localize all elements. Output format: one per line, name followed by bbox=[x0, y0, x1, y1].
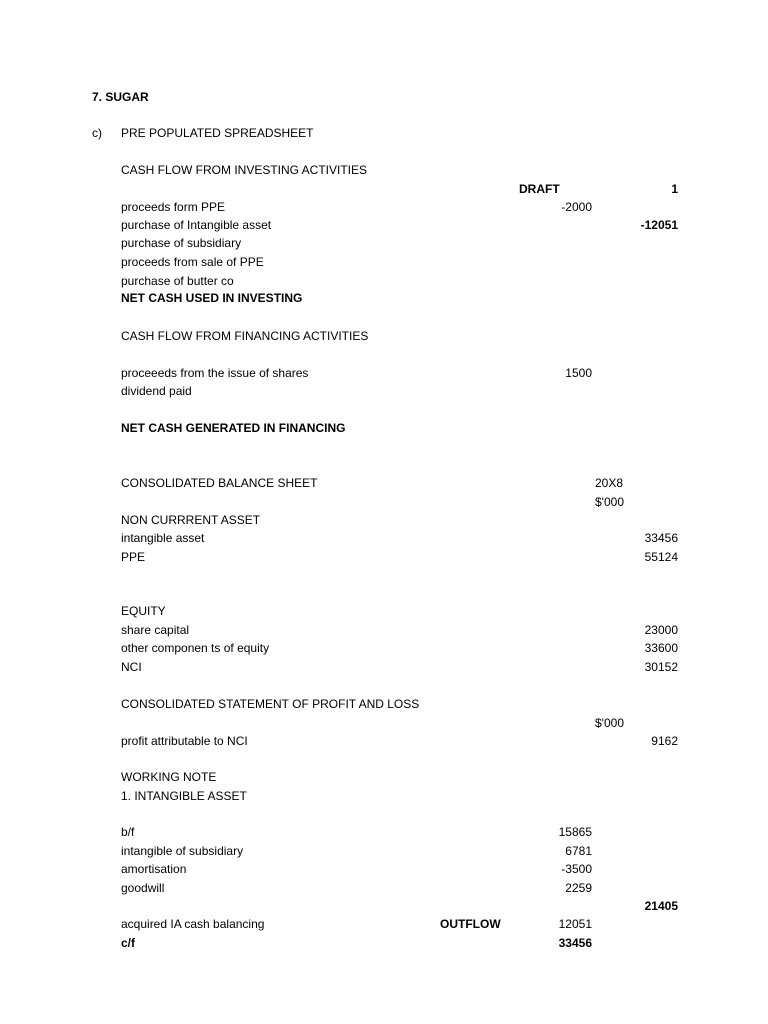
equity-title: EQUITY bbox=[121, 604, 166, 618]
working-note-subtotal: 21405 bbox=[644, 899, 678, 913]
investing-net-label: NET CASH USED IN INVESTING bbox=[121, 291, 303, 305]
working-note-row-value: 6781 bbox=[565, 844, 592, 858]
equity-row-label: share capital bbox=[121, 623, 190, 637]
financing-row-label: dividend paid bbox=[121, 384, 192, 398]
page-heading: 7. SUGAR bbox=[92, 90, 149, 104]
financing-net-label: NET CASH GENERATED IN FINANCING bbox=[121, 421, 346, 435]
investing-row-label: proceeds from sale of PPE bbox=[121, 255, 264, 269]
profit-loss-title: CONSOLIDATED STATEMENT OF PROFIT AND LOSS bbox=[121, 697, 420, 711]
working-note-row-value: -3500 bbox=[561, 862, 592, 876]
financing-title: CASH FLOW FROM FINANCING ACTIVITIES bbox=[121, 329, 369, 343]
investing-row-label: purchase of butter co bbox=[121, 274, 234, 288]
equity-row-value: 23000 bbox=[644, 623, 678, 637]
draft-label: DRAFT bbox=[519, 182, 560, 196]
working-note-row-value: 2259 bbox=[565, 881, 592, 895]
working-note-title: WORKING NOTE bbox=[121, 770, 217, 784]
profit-loss-row-label: profit attributable to NCI bbox=[121, 734, 248, 748]
balance-sheet-title: CONSOLIDATED BALANCE SHEET bbox=[121, 476, 318, 490]
equity-row-label: NCI bbox=[121, 660, 142, 674]
non-current-row-value: 55124 bbox=[644, 550, 678, 564]
financing-row-value: 1500 bbox=[565, 366, 592, 380]
investing-row-label: purchase of subsidiary bbox=[121, 236, 242, 250]
profit-loss-unit: $'000 bbox=[595, 716, 624, 730]
working-note-row-label: intangible of subsidiary bbox=[121, 844, 244, 858]
acquired-tag: OUTFLOW bbox=[440, 917, 501, 931]
working-note-row-label: goodwill bbox=[121, 881, 165, 895]
equity-row-value: 33600 bbox=[644, 641, 678, 655]
cf-value: 33456 bbox=[558, 936, 592, 950]
cf-label: c/f bbox=[121, 936, 136, 950]
balance-sheet-year: 20X8 bbox=[595, 476, 624, 490]
working-note-row-value: 15865 bbox=[558, 825, 592, 839]
balance-sheet-unit: $'000 bbox=[595, 495, 624, 509]
part-marker: c) bbox=[92, 126, 102, 140]
draft-number: 1 bbox=[671, 182, 678, 196]
non-current-row-value: 33456 bbox=[644, 531, 678, 545]
part-title: PRE POPULATED SPREADSHEET bbox=[121, 126, 314, 140]
non-current-row-label: PPE bbox=[121, 550, 146, 564]
investing-row-value: -2000 bbox=[561, 200, 592, 214]
investing-row-label: purchase of Intangible asset bbox=[121, 218, 272, 232]
non-current-title: NON CURRRENT ASSET bbox=[121, 513, 261, 527]
profit-loss-row-value: 9162 bbox=[651, 734, 678, 748]
acquired-value: 12051 bbox=[558, 917, 592, 931]
working-note-row-label: amortisation bbox=[121, 862, 187, 876]
financing-row-label: proceeeds from the issue of shares bbox=[121, 366, 309, 380]
acquired-label: acquired IA cash balancing bbox=[121, 917, 265, 931]
equity-row-label: other componen ts of equity bbox=[121, 641, 270, 655]
investing-row-value2: -12051 bbox=[640, 218, 678, 232]
investing-row-label: proceeds form PPE bbox=[121, 200, 226, 214]
equity-row-value: 30152 bbox=[644, 660, 678, 674]
working-note-subtitle: 1. INTANGIBLE ASSET bbox=[121, 789, 247, 803]
non-current-row-label: intangible asset bbox=[121, 531, 205, 545]
working-note-row-label: b/f bbox=[121, 825, 135, 839]
investing-title: CASH FLOW FROM INVESTING ACTIVITIES bbox=[121, 163, 368, 177]
